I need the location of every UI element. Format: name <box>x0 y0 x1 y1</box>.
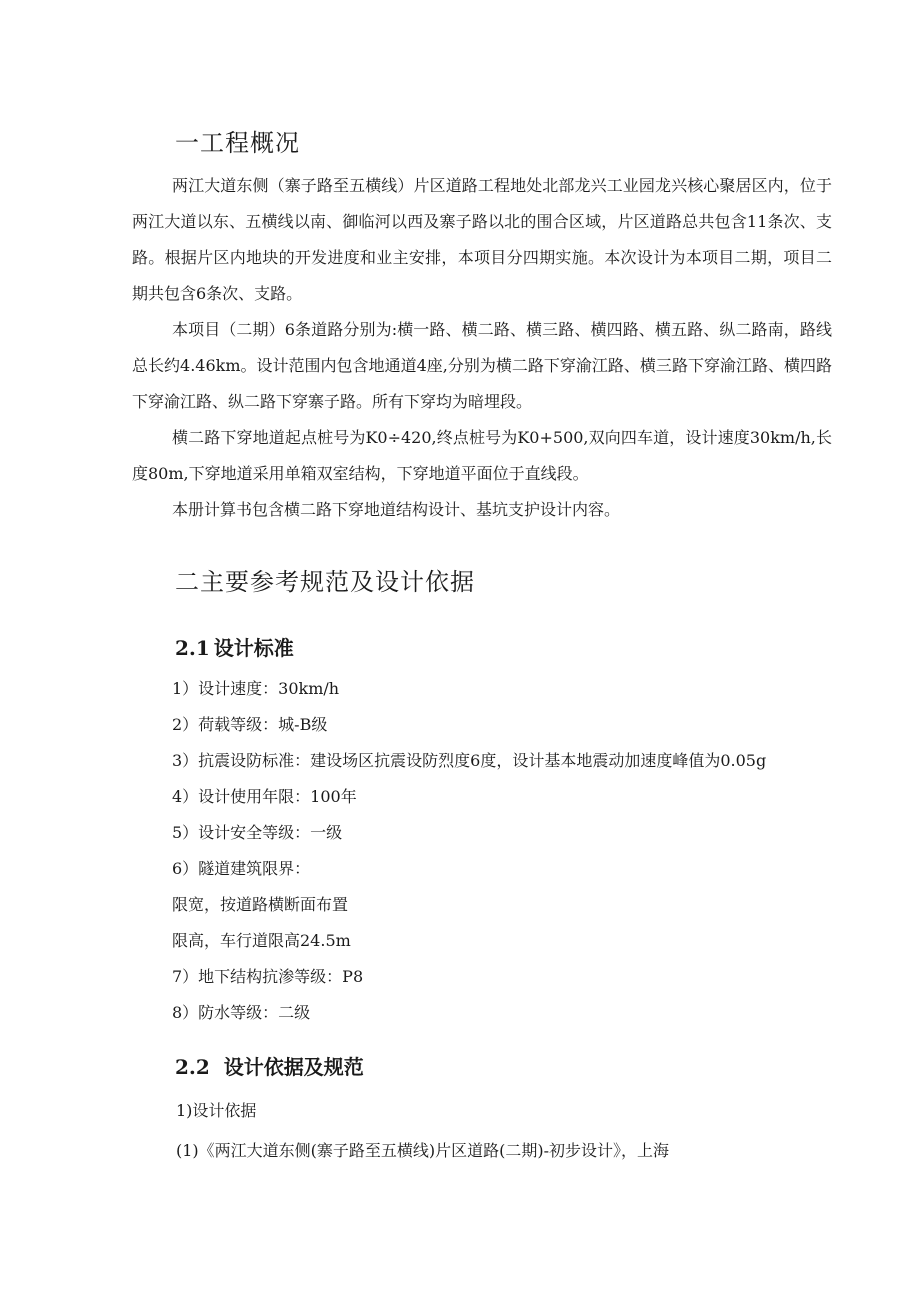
section-1-paragraph-1: 两江大道东侧（寨子路至五横线）片区道路工程地处北部龙兴工业园龙兴核心聚居区内，位于两江大道以东、五横线以南、御临河以西及寨子路以北的围合区域，片区道路总共包含11条次、支路。根据片区内地块的开发进度和业主安排，本项目分四期实施。本次设计为本项目二期，项目二期共包含6条次、支路。 <box>132 176 832 303</box>
standard-item: 6）隧道建筑限界： <box>172 859 311 878</box>
section-1-paragraph-4: 本册计算书包含横二路下穿地道结构设计、基坑支护设计内容。 <box>172 500 621 519</box>
section-1-heading: 一工程概况 <box>175 129 300 157</box>
standard-item: 1）设计速度：30km/h <box>172 679 340 698</box>
basis-item: 1)设计依据 <box>176 1101 257 1120</box>
section-1-paragraph-3: 横二路下穿地道起点桩号为K0÷420,终点桩号为K0+500,双向四车道，设计速度30km/h,长度80m,下穿地道采用单箱双室结构，下穿地道平面位于直线段。 <box>132 428 832 483</box>
standard-item: 5）设计安全等级：一级 <box>172 823 343 842</box>
section-1-paragraph-2: 本项目（二期）6条道路分别为:横一路、横二路、横三路、横四路、横五路、纵二路南，路线总长约4.46km。设计范围内包含地通道4座,分别为横二路下穿渝江路、横三路下穿渝江路、横四路下穿渝江路、纵二路下穿寨子路。所有下穿均为暗埋段。 <box>132 320 832 411</box>
basis-item: (1)《两江大道东侧(寨子路至五横线)片区道路(二期)-初步设计》，上海 <box>176 1141 670 1160</box>
subsection-2-1-title: 设计标准 <box>213 636 294 660</box>
standard-item: 2）荷载等级：城-B级 <box>172 715 328 734</box>
section-2-heading: 二主要参考规范及设计依据 <box>175 568 475 596</box>
standard-item: 4）设计使用年限：100年 <box>172 787 357 806</box>
subsection-2-2-number: 2.2 <box>175 1055 210 1079</box>
subsection-2-2-title: 设计依据及规范 <box>223 1055 364 1079</box>
standard-item: 3）抗震设防标准：建设场区抗震设防烈度6度，设计基本地震动加速度峰值为0.05g <box>172 751 767 770</box>
standard-item: 8）防水等级：二级 <box>172 1003 311 1022</box>
standard-item: 限宽，按道路横断面布置 <box>172 895 349 914</box>
subsection-2-2-heading <box>175 1051 364 1080</box>
subsection-2-1-number: 2.1 <box>175 636 210 660</box>
standard-item: 限高，车行道限高24.5m <box>172 931 351 950</box>
standard-item: 7）地下结构抗渗等级：P8 <box>172 967 364 986</box>
subsection-2-1-heading <box>175 632 294 661</box>
